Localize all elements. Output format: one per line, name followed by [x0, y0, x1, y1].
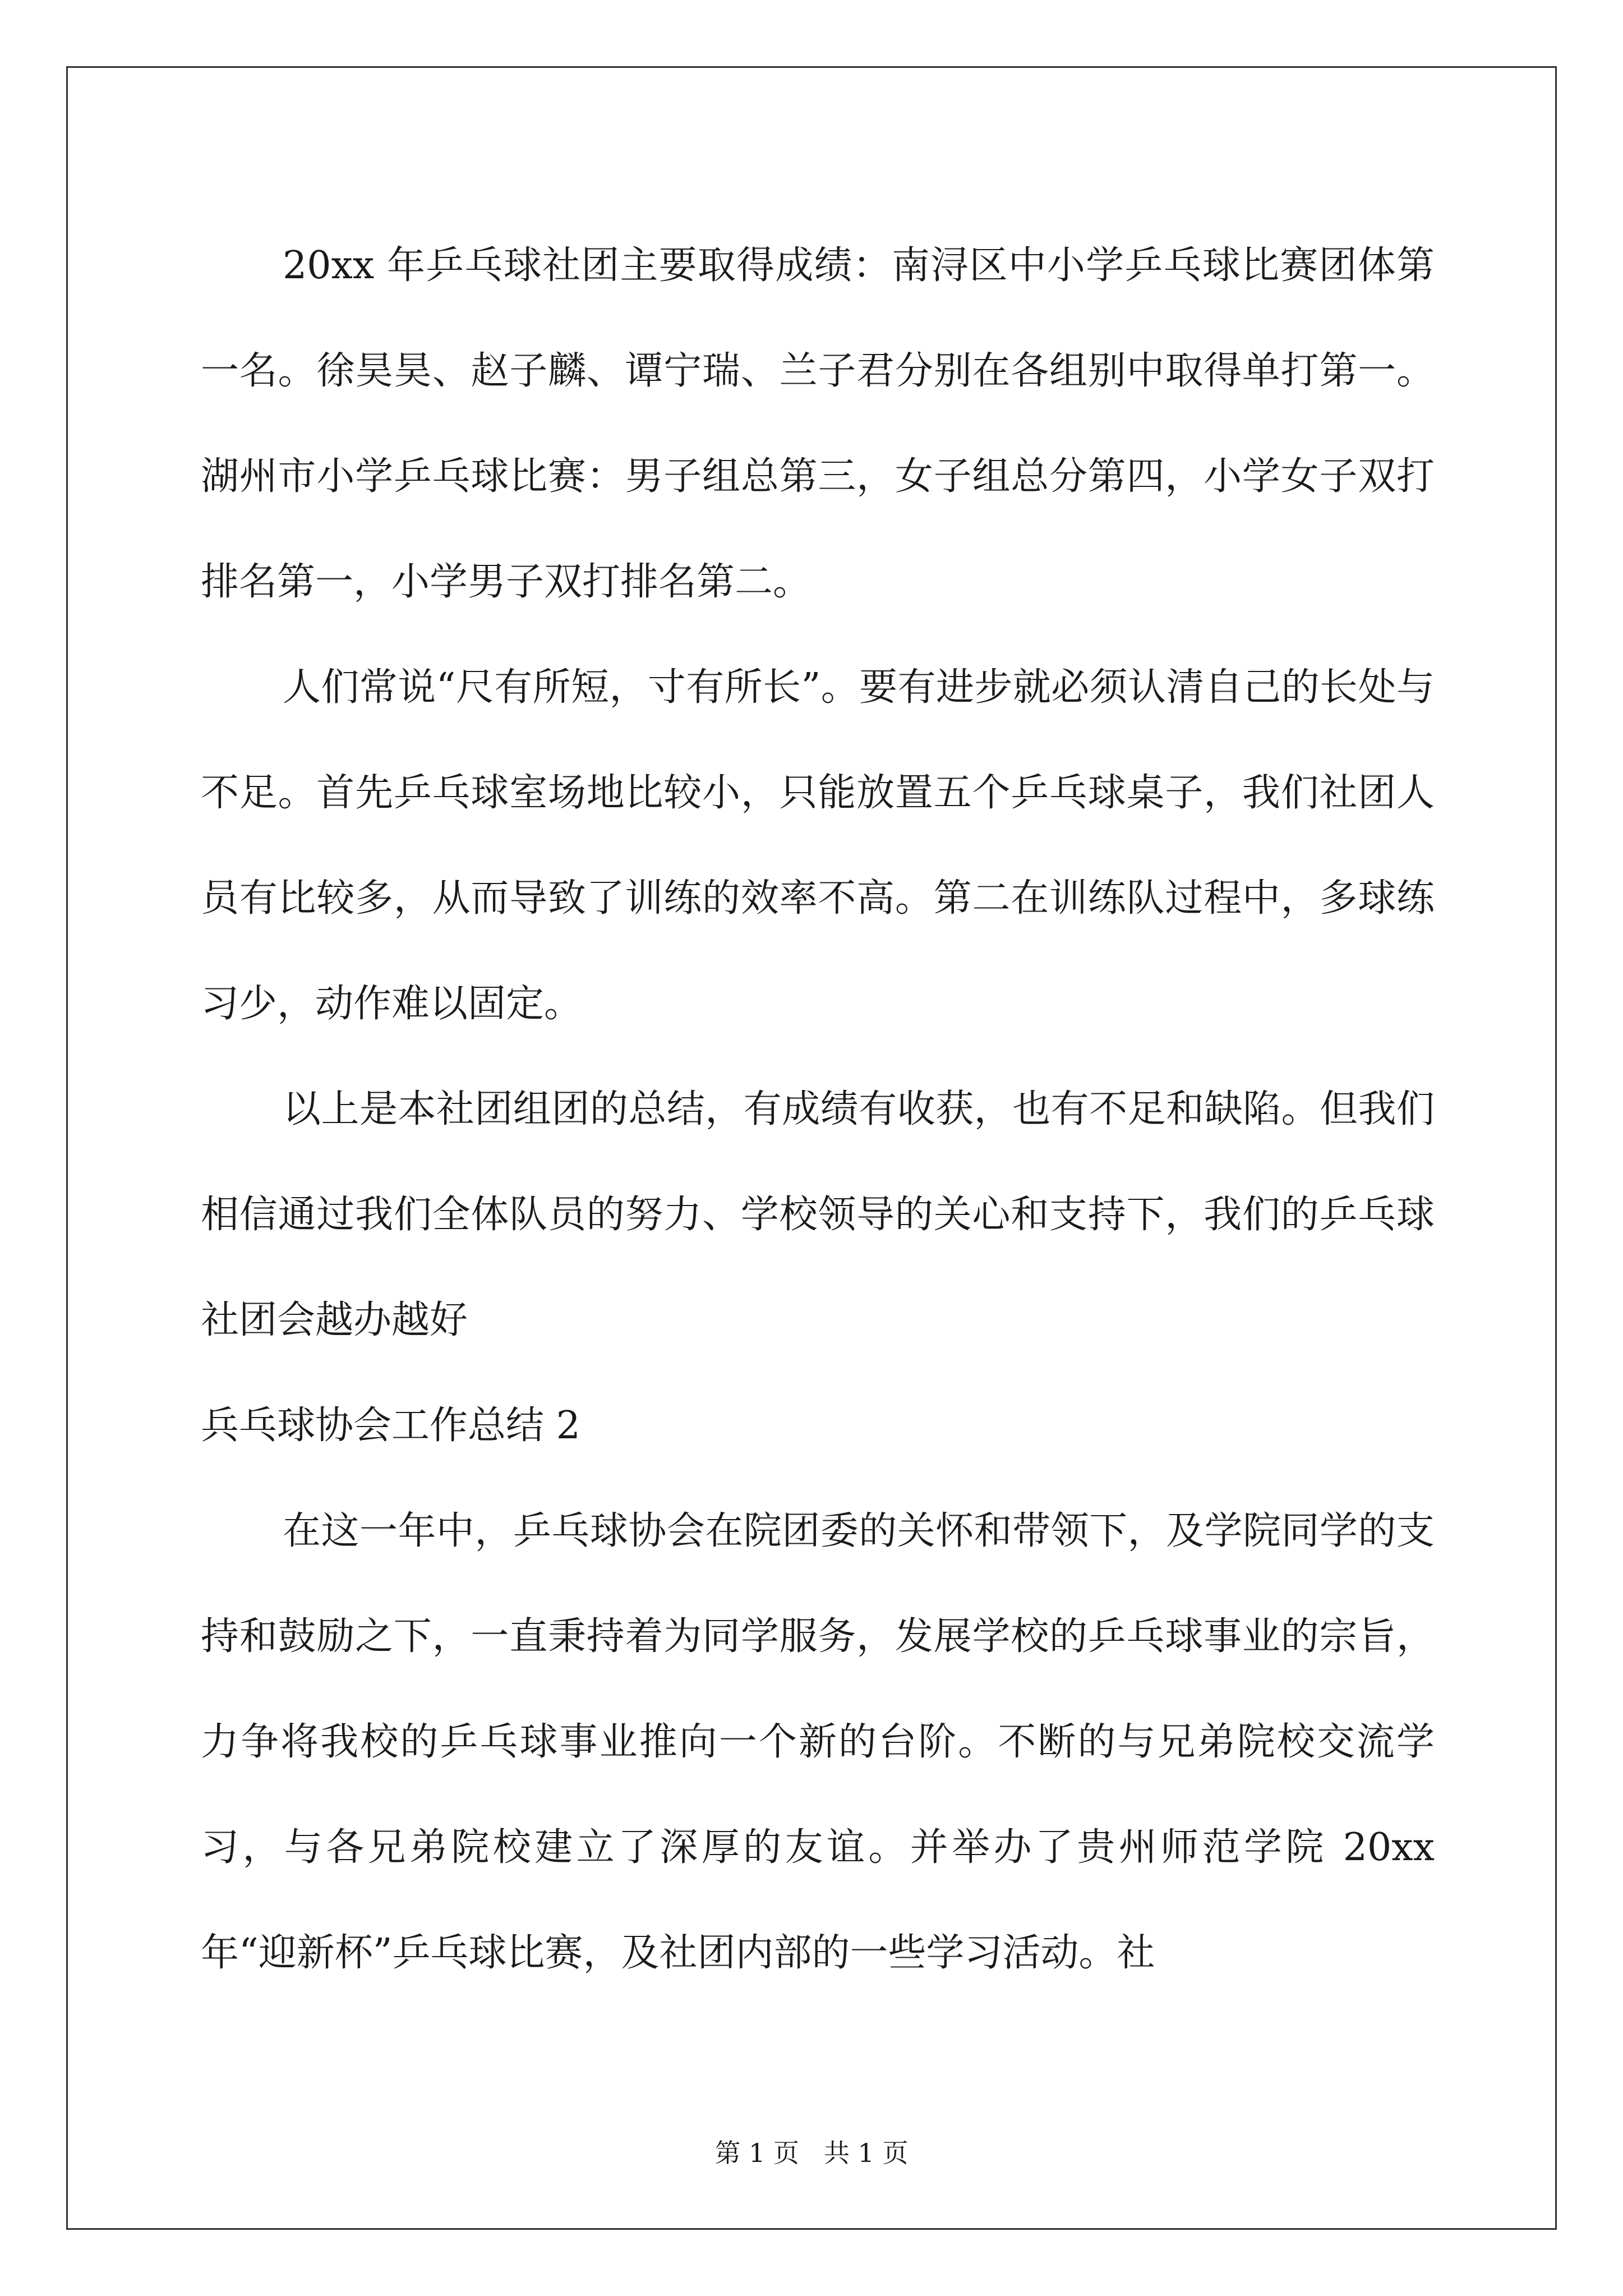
- paragraph-shortcomings: 人们常说“尺有所短，寸有所长”。要有进步就必须认清自己的长处与不足。首先乒乓球室场地比较小，只能放置五个乒乓球桌子，我们社团人员有比较多，从而导致了训练的效率不高。第二在训练队过程中，多球练习少，动作难以固定。: [201, 665, 1435, 1026]
- page-footer: [0, 2136, 1623, 2170]
- section-heading: 兵乓球协会工作总结 2: [201, 1404, 580, 1448]
- page-total: 共 1 页: [824, 2138, 909, 2168]
- document-body: [201, 213, 1435, 2006]
- paragraph-achievements: 20xx 年乒乓球社团主要取得成绩：南浔区中小学乒乓球比赛团体第一名。徐昊昊、赵子麟、谭宁瑞、兰子君分别在各组别中取得单打第一。湖州市小学乒乓球比赛：男子组总第三，女子组总分第四，小学女子双打排名第一，小学男子双打排名第二。: [201, 243, 1435, 604]
- paragraph-association-summary: 在这一年中，乒乓球协会在院团委的关怀和带领下，及学院同学的支持和鼓励之下，一直秉持着为同学服务，发展学校的乒乓球事业的宗旨，力争将我校的乒乓球事业推向一个新的台阶。不断的与兄弟院校交流学习，与各兄弟院校建立了深厚的友谊。并举办了贵州师范学院 20xx 年“迎新杯”乒乓球比赛，及社团内部的一些学习活动。社: [201, 1509, 1435, 1975]
- paragraph-conclusion: 以上是本社团组团的总结，有成绩有收获，也有不足和缺陷。但我们相信通过我们全体队员的努力、学校领导的关心和支持下，我们的乒乓球社团会越办越好: [201, 1087, 1435, 1342]
- page-number: 第 1 页: [714, 2138, 799, 2168]
